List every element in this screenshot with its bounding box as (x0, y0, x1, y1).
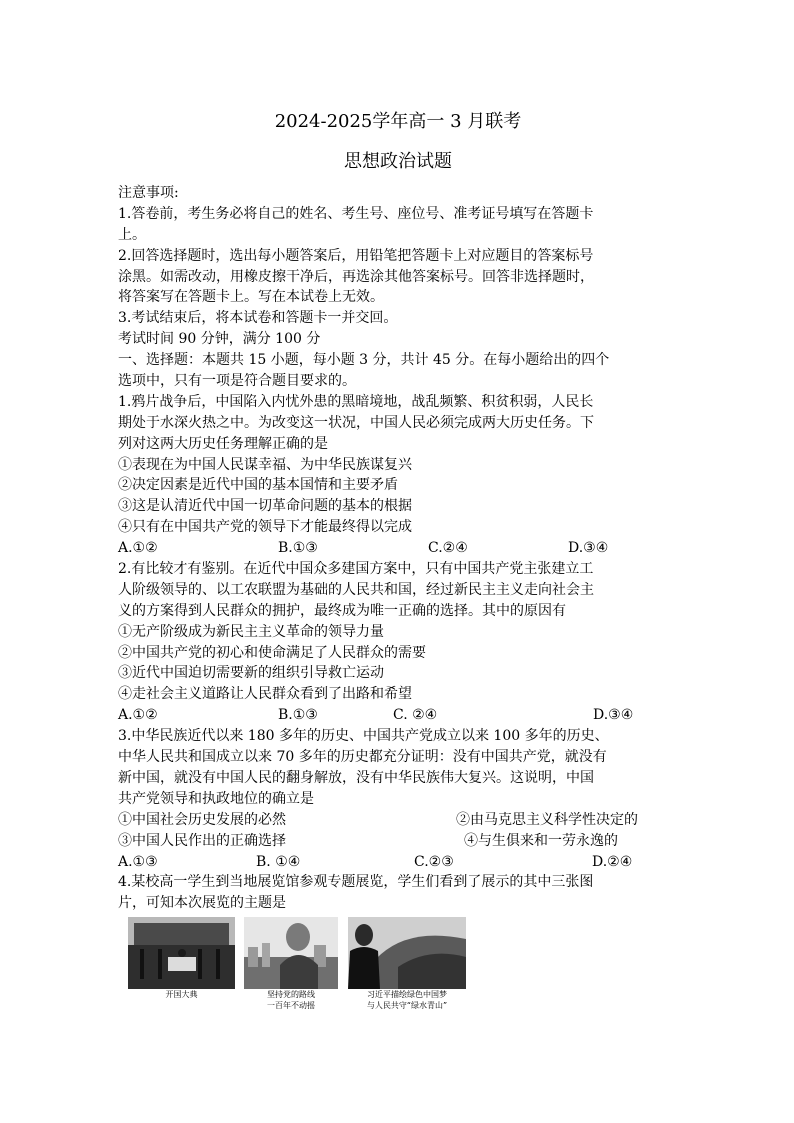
exam-body (118, 183, 678, 914)
notes-heading: 注意事项: (118, 185, 179, 201)
q3-choice-row (118, 831, 678, 852)
q2-option-a[interactable]: A.①② (118, 707, 158, 724)
q1-statement: ②决定因素是近代中国的基本国情和主要矛盾 (118, 477, 398, 494)
caption-line: 与人民共守“绿水青山” (366, 1001, 448, 1010)
q1-stem: 1.鸦片战争后，中国陷入内忧外患的黑暗境地，战乱频繁、积贫积弱，人民长 (118, 393, 594, 410)
party-line-image (244, 917, 338, 989)
exam-time: 考试时间 90 分钟，满分 100 分 (118, 331, 321, 348)
q2-statement: ①无产阶级成为新民主主义革命的领导力量 (118, 623, 384, 640)
q4-stem: 片，可知本次展览的主题是 (118, 895, 286, 912)
q3-stem: 新中国，就没有中国人民的翻身解放，没有中华民族伟大复兴。这说明，中国 (118, 769, 594, 786)
q2-statement: ②中国共产党的初心和使命满足了人民群众的需要 (118, 644, 426, 661)
q1-statement: ①表现在为中国人民谋幸福、为中华民族谋复兴 (118, 456, 412, 473)
exam-title: 2024-2025学年高一 3 月联考 (274, 111, 522, 132)
photo-party-line (244, 917, 338, 1011)
q1-stem: 列对这两大历史任务理解正确的是 (118, 435, 328, 452)
caption-line: 坚持党的路线 (267, 990, 315, 999)
q3-statement: ①中国社会历史发展的必然 (118, 811, 286, 828)
q2-statement: ③近代中国迫切需要新的组织引导救亡运动 (118, 665, 384, 682)
q1-option-d[interactable]: D.③④ (568, 540, 609, 557)
q2-option-c[interactable]: C. ②④ (393, 707, 438, 724)
q4-stem: 4.某校高一学生到当地展览馆参观专题展览，学生们看到了展示的其中三张图 (118, 874, 594, 891)
green-china-image (348, 917, 466, 989)
q3-stem: 中华人民共和国成立以来 70 多年的历史都充分证明：没有中国共产党，就没有 (118, 749, 607, 766)
q1-statement: ③这是认清近代中国一切革命问题的基本的根据 (118, 498, 412, 515)
q3-stem: 共产党领导和执政地位的确立是 (118, 790, 314, 807)
photo-green-china (348, 917, 466, 1011)
photo-caption (348, 989, 466, 1011)
note-line: 涂黑。如需改动，用橡皮擦干净后，再选涂其他答案标号。回答非选择题时， (118, 268, 594, 285)
caption-line: 一百年不动摇 (267, 1001, 315, 1010)
note-line: 2.回答选择题时，选出每小题答案后，用铅笔把答题卡上对应题目的答案标号 (118, 247, 594, 264)
caption-line: 习近平描绘绿色中国梦 (367, 990, 447, 999)
q2-statement: ④走社会主义道路让人民群众看到了出路和希望 (118, 686, 412, 703)
q4-photo-strip (128, 917, 488, 1027)
q1-option-a[interactable]: A.①② (118, 540, 158, 557)
q1-statement: ④只有在中国共产党的领导下才能最终得以完成 (118, 519, 412, 536)
q1-stem: 期处于水深火热之中。为改变这一状况，中国人民必须完成两大历史任务。下 (118, 414, 594, 431)
q3-options (118, 852, 678, 873)
q2-option-d[interactable]: D.③④ (593, 707, 634, 724)
q3-option-a[interactable]: A.①③ (118, 853, 158, 870)
q2-stem: 义的方案得到人民群众的拥护，最终成为唯一正确的选择。其中的原因有 (118, 602, 566, 619)
note-line: 将答案写在答题卡上。写在本试卷上无效。 (118, 289, 384, 306)
q2-stem: 人阶级领导的、以工农联盟为基础的人民共和国，经过新民主主义走向社会主 (118, 581, 594, 598)
q2-stem: 2.有比较才有鉴别。在近代中国众多建国方案中，只有中国共产党主张建立工 (118, 561, 594, 578)
q1-option-c[interactable]: C.②④ (428, 540, 468, 557)
q3-option-b[interactable]: B. ①④ (256, 853, 301, 870)
q3-option-d[interactable]: D.②④ (592, 853, 633, 870)
note-line: 1.答卷前，考生务必将自己的姓名、考生号、座位号、准考证号填写在答题卡 (118, 205, 594, 222)
q3-statement: ③中国人民作出的正确选择 (118, 832, 286, 849)
photo-caption (244, 989, 338, 1011)
q1-option-b[interactable]: B.①③ (278, 540, 318, 557)
founding-ceremony-image (128, 917, 235, 989)
note-line: 3.考试结束后，将本试卷和答题卡一并交回。 (118, 310, 398, 327)
q3-statement: ②由马克思主义科学性决定的 (456, 811, 638, 828)
exam-subtitle: 思想政治试题 (344, 151, 452, 172)
q3-stem: 3.中华民族近代以来 180 多年的历史、中国共产党成立以来 100 多年的历史、 (118, 728, 609, 745)
q1-options (118, 538, 678, 559)
q3-statement: ④与生俱来和一劳永逸的 (464, 832, 618, 849)
section-heading: 选项中，只有一项是符合题目要求的。 (118, 373, 356, 390)
q2-options (118, 705, 678, 726)
q2-option-b[interactable]: B.①③ (278, 707, 318, 724)
photo-founding-ceremony (128, 917, 235, 1000)
photo-caption: 开国大典 (165, 990, 198, 999)
q3-choice-row (118, 810, 678, 831)
section-heading: 一、选择题：本题共 15 小题，每小题 3 分，共计 45 分。在每小题给出的四个 (118, 352, 610, 369)
note-line: 上。 (118, 226, 146, 243)
q3-option-c[interactable]: C.②③ (414, 853, 454, 870)
